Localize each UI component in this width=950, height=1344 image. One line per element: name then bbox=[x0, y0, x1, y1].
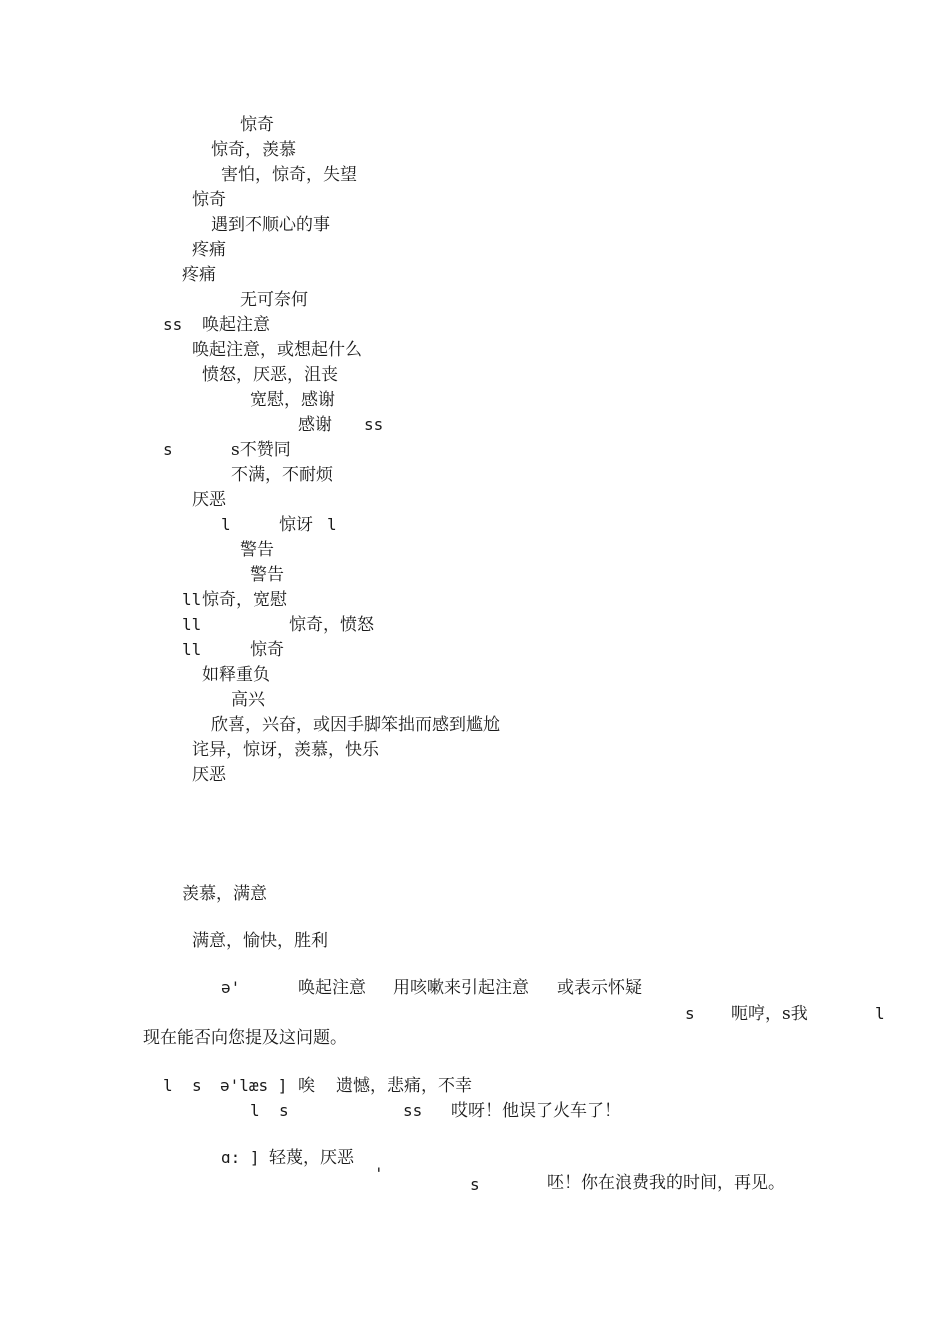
text-line: 厌恶 bbox=[192, 765, 226, 785]
phonetic: ɑ: ] bbox=[221, 1148, 260, 1167]
text-line: 宽慰，感谢 bbox=[250, 390, 335, 410]
text-fragment: s bbox=[163, 440, 173, 459]
text-fragment: ss bbox=[403, 1101, 423, 1120]
text-line: 现在能否向您提及这问题。 bbox=[143, 1028, 347, 1048]
text-fragment: s bbox=[279, 1101, 289, 1120]
text-line: s不赞同 bbox=[231, 440, 291, 460]
text-fragment: s bbox=[192, 1076, 202, 1095]
text-line: 疼痛 bbox=[192, 240, 226, 260]
text-line: 警告 bbox=[240, 540, 274, 560]
text-line: 惊奇，羡慕 bbox=[211, 140, 296, 160]
text-line: 惊奇 bbox=[192, 190, 226, 210]
text-line: 无可奈何 bbox=[240, 290, 308, 310]
text-line: 呸！你在浪费我的时间，再见。 bbox=[547, 1173, 785, 1193]
text-line: 不满，不耐烦 bbox=[231, 465, 333, 485]
text-line: 哎呀！他误了火车了！ bbox=[451, 1101, 621, 1121]
text-line: 惊奇，愤怒 bbox=[289, 615, 374, 635]
text-line: 诧异，惊讶，羡慕，快乐 bbox=[192, 740, 379, 760]
text-fragment: l bbox=[875, 1004, 885, 1023]
text-line: 遇到不顺心的事 bbox=[211, 215, 330, 235]
text-line: 疼痛 bbox=[182, 265, 216, 285]
text-line: 羡慕，满意 bbox=[182, 884, 267, 904]
text-fragment: ll bbox=[182, 640, 202, 659]
text-line: 感谢 bbox=[298, 415, 332, 435]
text-fragment: l bbox=[221, 515, 231, 534]
text-line: 遗憾，悲痛，不幸 bbox=[336, 1076, 472, 1096]
text-line: 惊奇，宽慰 bbox=[202, 590, 287, 610]
text-line: 愤怒，厌恶，沮丧 bbox=[202, 365, 338, 385]
text-line: 唤起注意 bbox=[202, 315, 270, 335]
text-line: 用咳嗽来引起注意 bbox=[393, 978, 529, 998]
text-fragment: l bbox=[327, 515, 337, 534]
text-line: 唉 bbox=[298, 1076, 315, 1096]
text-line: 轻蔑，厌恶 bbox=[269, 1148, 354, 1168]
text-fragment: ll bbox=[182, 590, 202, 609]
text-fragment: l bbox=[163, 1076, 173, 1095]
text-line: 高兴 bbox=[231, 690, 265, 710]
text-line: 唤起注意 bbox=[298, 978, 366, 998]
text-fragment: ss bbox=[163, 315, 183, 334]
text-line: 呃哼，s我 bbox=[731, 1004, 808, 1024]
text-line: 警告 bbox=[250, 565, 284, 585]
text-line: 惊奇 bbox=[250, 640, 284, 660]
text-fragment: l bbox=[250, 1101, 260, 1120]
text-line: 惊讶 bbox=[279, 515, 313, 535]
text-line: 欣喜，兴奋，或因手脚笨拙而感到尴尬 bbox=[211, 715, 500, 735]
text-line: 惊奇 bbox=[240, 115, 274, 135]
text-line: 厌恶 bbox=[192, 490, 226, 510]
text-line: 如释重负 bbox=[202, 665, 270, 685]
phonetic: ə' bbox=[221, 978, 241, 997]
text-line: 或表示怀疑 bbox=[557, 978, 642, 998]
text-fragment: ' bbox=[374, 1164, 384, 1183]
text-fragment: s bbox=[470, 1175, 480, 1194]
text-line: 唤起注意，或想起什么 bbox=[192, 340, 362, 360]
text-fragment: ll bbox=[182, 615, 202, 634]
text-fragment: ss bbox=[364, 415, 384, 434]
phonetic: ə'læs ] bbox=[220, 1076, 288, 1095]
text-line: 害怕，惊奇，失望 bbox=[221, 165, 357, 185]
text-fragment: s bbox=[685, 1004, 695, 1023]
text-line: 满意，愉快，胜利 bbox=[192, 931, 328, 951]
